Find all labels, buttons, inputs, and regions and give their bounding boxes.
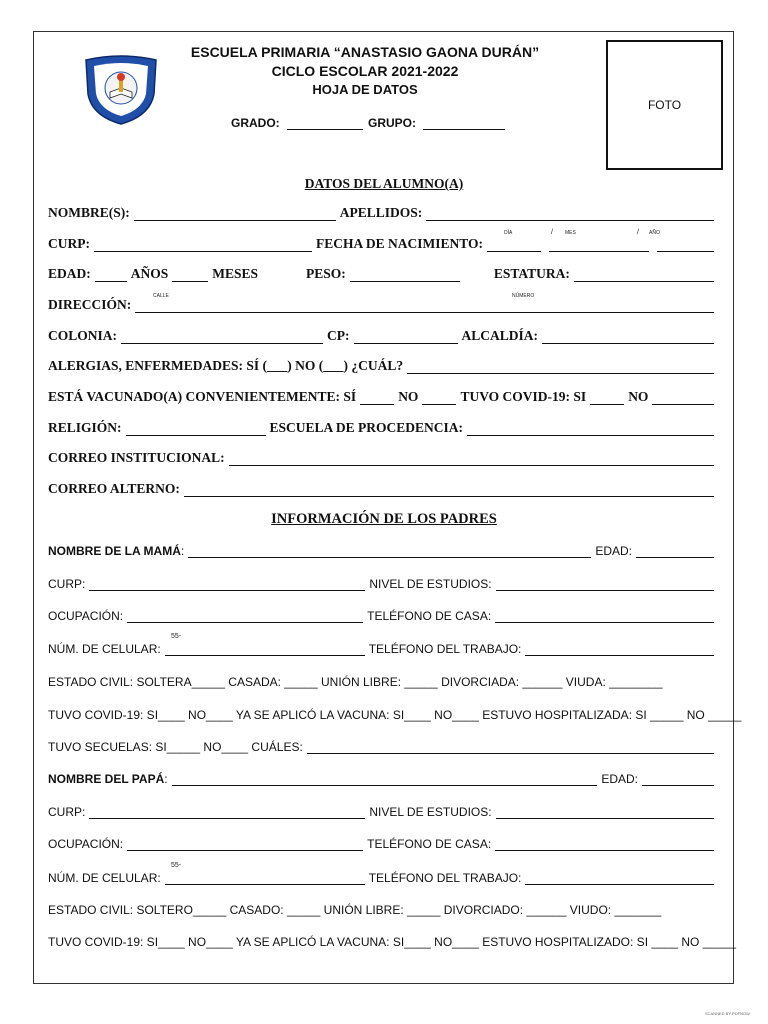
edad-label: EDAD: bbox=[48, 266, 91, 281]
row-nombres bbox=[48, 205, 718, 221]
direccion-label: DIRECCIÓN: bbox=[48, 297, 132, 312]
papa-ocupacion-label: OCUPACIÓN: bbox=[48, 837, 124, 851]
escuela-proc-input[interactable] bbox=[467, 423, 714, 436]
papa-nivel-input[interactable] bbox=[496, 806, 714, 819]
mama-ocupacion-input[interactable] bbox=[127, 610, 363, 623]
school-cycle: CICLO ESCOLAR 2021-2022 bbox=[271, 63, 459, 79]
papa-nombre-input[interactable] bbox=[172, 773, 598, 786]
mama-tel-trabajo-label: TELÉFONO DEL TRABAJO: bbox=[368, 642, 522, 656]
row-papa-celular bbox=[48, 871, 718, 885]
papa-celular-label: NÚM. DE CELULAR: bbox=[48, 871, 161, 885]
mama-colon: : bbox=[180, 544, 185, 558]
papa-estado-civil[interactable]: ESTADO CIVIL: SOLTERO_____ CASADO: _____ UNIÓN LIBRE: _____ DIVORCIADO: ______ VIUDO: _______ bbox=[48, 903, 662, 917]
papa-celular-input[interactable] bbox=[165, 872, 365, 885]
row-papa-ocupacion bbox=[48, 837, 718, 851]
row-papa-nombre bbox=[48, 772, 718, 786]
grupo-field bbox=[368, 116, 509, 130]
direccion-input[interactable] bbox=[135, 300, 714, 313]
row-direccion bbox=[48, 297, 718, 313]
fecha-nac-label: FECHA DE NACIMIENTO: bbox=[316, 236, 484, 251]
religion-input[interactable] bbox=[126, 423, 266, 436]
papa-tel-trabajo-input[interactable] bbox=[525, 872, 714, 885]
parents-section-title: INFORMACIÓN DE LOS PADRES bbox=[271, 511, 497, 527]
row-curp bbox=[48, 236, 718, 252]
colonia-label: COLONIA: bbox=[48, 328, 118, 343]
colonia-input[interactable] bbox=[121, 331, 323, 344]
correo-alt-input[interactable] bbox=[184, 484, 714, 497]
papa-nombre-label: NOMBRE DEL PAPÁ bbox=[48, 772, 165, 786]
mama-cel-prefix: 55- bbox=[171, 633, 182, 640]
date-sep-1: / bbox=[551, 229, 553, 236]
row-mama-estado-civil bbox=[48, 675, 718, 689]
anos-label: AÑOS bbox=[130, 266, 169, 281]
student-section-title: DATOS DEL ALUMNO(A) bbox=[304, 176, 464, 191]
papa-curp-label: CURP: bbox=[48, 805, 86, 819]
mama-curp-label: CURP: bbox=[48, 577, 86, 591]
covid-no-input[interactable] bbox=[652, 392, 714, 405]
apellidos-label: APELLIDOS: bbox=[339, 205, 423, 220]
row-vacunado bbox=[48, 389, 718, 405]
papa-tel-trabajo-label: TELÉFONO DEL TRABAJO: bbox=[368, 871, 522, 885]
row-religion bbox=[48, 420, 718, 436]
row-colonia bbox=[48, 328, 718, 344]
covid-si-input[interactable] bbox=[590, 392, 624, 405]
school-logo bbox=[82, 54, 160, 126]
nombres-label: NOMBRE(S): bbox=[48, 205, 130, 220]
row-correo-inst bbox=[48, 450, 718, 466]
anio-hint: AÑO bbox=[649, 230, 660, 236]
mama-nivel-input[interactable] bbox=[496, 578, 714, 591]
mama-ocupacion-label: OCUPACIÓN: bbox=[48, 609, 124, 623]
meses-label: MESES bbox=[212, 266, 259, 281]
row-papa-covid bbox=[48, 935, 737, 949]
papa-edad-input[interactable] bbox=[642, 773, 714, 786]
grado-field bbox=[231, 116, 367, 130]
mama-edad-label: EDAD: bbox=[595, 544, 632, 558]
anio-input[interactable] bbox=[657, 239, 714, 252]
school-name: ESCUELA PRIMARIA “ANASTASIO GAONA DURÁN” bbox=[190, 44, 540, 60]
alergias-input[interactable] bbox=[407, 361, 714, 374]
peso-label: PESO: bbox=[306, 266, 346, 281]
papa-tel-casa-input[interactable] bbox=[495, 838, 714, 851]
dia-input[interactable] bbox=[487, 239, 541, 252]
estatura-label: ESTATURA: bbox=[493, 266, 570, 281]
mama-nombre-label: NOMBRE DE LA MAMÁ bbox=[48, 544, 181, 558]
mes-hint: MES bbox=[565, 230, 576, 236]
row-edad bbox=[48, 266, 718, 282]
grado-label: GRADO: bbox=[231, 116, 280, 130]
peso-input[interactable] bbox=[350, 269, 460, 282]
row-mama-secuelas bbox=[48, 740, 718, 754]
numero-hint: NÚMERO bbox=[512, 293, 535, 299]
nombres-input[interactable] bbox=[134, 208, 336, 221]
mama-celular-label: NÚM. DE CELULAR: bbox=[48, 642, 161, 656]
papa-ocupacion-input[interactable] bbox=[127, 838, 363, 851]
apellidos-input[interactable] bbox=[426, 208, 714, 221]
vacunado-si-input[interactable] bbox=[360, 392, 394, 405]
mama-covid[interactable]: TUVO COVID-19: SI____ NO____ YA SE APLICÓ LA VACUNA: SI____ NO____ ESTUVO HOSPITALIZADA: SI _____ NO _____ bbox=[48, 708, 742, 722]
correo-inst-label: CORREO INSTITUCIONAL: bbox=[48, 450, 225, 465]
papa-colon: : bbox=[164, 772, 168, 786]
dia-hint: DÍA bbox=[504, 230, 513, 236]
vacunado-no-label: NO bbox=[398, 389, 419, 404]
grupo-input[interactable] bbox=[423, 117, 505, 130]
photo-label: FOTO bbox=[647, 98, 682, 112]
row-papa-estado-civil bbox=[48, 903, 718, 917]
edad-meses-input[interactable] bbox=[172, 269, 208, 282]
mes-input[interactable] bbox=[549, 239, 649, 252]
alcaldia-label: ALCALDÍA: bbox=[461, 328, 539, 343]
row-alergias bbox=[48, 358, 718, 374]
cp-input[interactable] bbox=[354, 331, 458, 344]
correo-inst-input[interactable] bbox=[229, 453, 714, 466]
papa-tel-casa-label: TELÉFONO DE CASA: bbox=[367, 837, 492, 851]
sheet-title: HOJA DE DATOS bbox=[312, 82, 418, 97]
mama-tel-casa-input[interactable] bbox=[495, 610, 714, 623]
mama-secuelas-input[interactable] bbox=[307, 741, 714, 754]
mama-secuelas-label: TUVO SECUELAS: SI_____ NO____ CUÁLES: bbox=[48, 740, 303, 754]
row-mama-ocupacion bbox=[48, 609, 718, 623]
edad-anos-input[interactable] bbox=[95, 269, 127, 282]
mama-nombre-input[interactable] bbox=[188, 545, 591, 558]
religion-label: RELIGIÓN: bbox=[48, 420, 122, 435]
row-mama-curp bbox=[48, 577, 718, 591]
curp-label: CURP: bbox=[48, 236, 90, 251]
mama-estado-civil[interactable]: ESTADO CIVIL: SOLTERA_____ CASADA: _____ UNIÓN LIBRE: _____ DIVORCIADA: ______ VIUDA: ________ bbox=[48, 675, 663, 689]
covid-label: TUVO COVID-19: SI bbox=[460, 389, 587, 404]
correo-alt-label: CORREO ALTERNO: bbox=[48, 481, 180, 496]
papa-covid[interactable]: TUVO COVID-19: SI____ NO____ YA SE APLICÓ LA VACUNA: SI____ NO____ ESTUVO HOSPITALIZADO: SI ____ NO _____ bbox=[48, 935, 737, 949]
row-mama-celular bbox=[48, 642, 718, 656]
row-correo-alt bbox=[48, 481, 718, 497]
cp-label: CP: bbox=[327, 328, 350, 343]
photo-box[interactable] bbox=[606, 40, 723, 170]
row-mama-nombre bbox=[48, 544, 718, 558]
covid-no-label: NO bbox=[628, 389, 649, 404]
calle-hint: CALLE bbox=[153, 293, 169, 299]
mama-curp-input[interactable] bbox=[89, 578, 365, 591]
papa-nivel-label: NIVEL DE ESTUDIOS: bbox=[369, 805, 492, 819]
mama-celular-input[interactable] bbox=[165, 643, 365, 656]
mama-edad-input[interactable] bbox=[636, 545, 714, 558]
curp-input[interactable] bbox=[94, 239, 312, 252]
estatura-input[interactable] bbox=[574, 269, 714, 282]
grado-input[interactable] bbox=[287, 117, 363, 130]
row-mama-covid bbox=[48, 708, 742, 722]
mama-tel-trabajo-input[interactable] bbox=[525, 643, 714, 656]
date-sep-2: / bbox=[637, 229, 639, 236]
vacunado-label: ESTÁ VACUNADO(A) CONVENIENTEMENTE: SÍ bbox=[48, 389, 357, 404]
escuela-proc-label: ESCUELA DE PROCEDENCIA: bbox=[269, 420, 464, 435]
papa-curp-input[interactable] bbox=[89, 806, 365, 819]
alcaldia-input[interactable] bbox=[542, 331, 714, 344]
papa-cel-prefix: 55- bbox=[171, 862, 182, 869]
papa-edad-label: EDAD: bbox=[601, 772, 638, 786]
vacunado-no-input[interactable] bbox=[422, 392, 456, 405]
mama-nivel-label: NIVEL DE ESTUDIOS: bbox=[369, 577, 492, 591]
alergias-label: ALERGIAS, ENFERMEDADES: SÍ (___) NO (___) ¿CUÁL? bbox=[48, 358, 404, 373]
scan-watermark: SCANNED BY PDFNOW bbox=[705, 1011, 750, 1016]
grupo-label: GRUPO: bbox=[368, 116, 416, 130]
row-papa-curp bbox=[48, 805, 718, 819]
mama-tel-casa-label: TELÉFONO DE CASA: bbox=[367, 609, 492, 623]
